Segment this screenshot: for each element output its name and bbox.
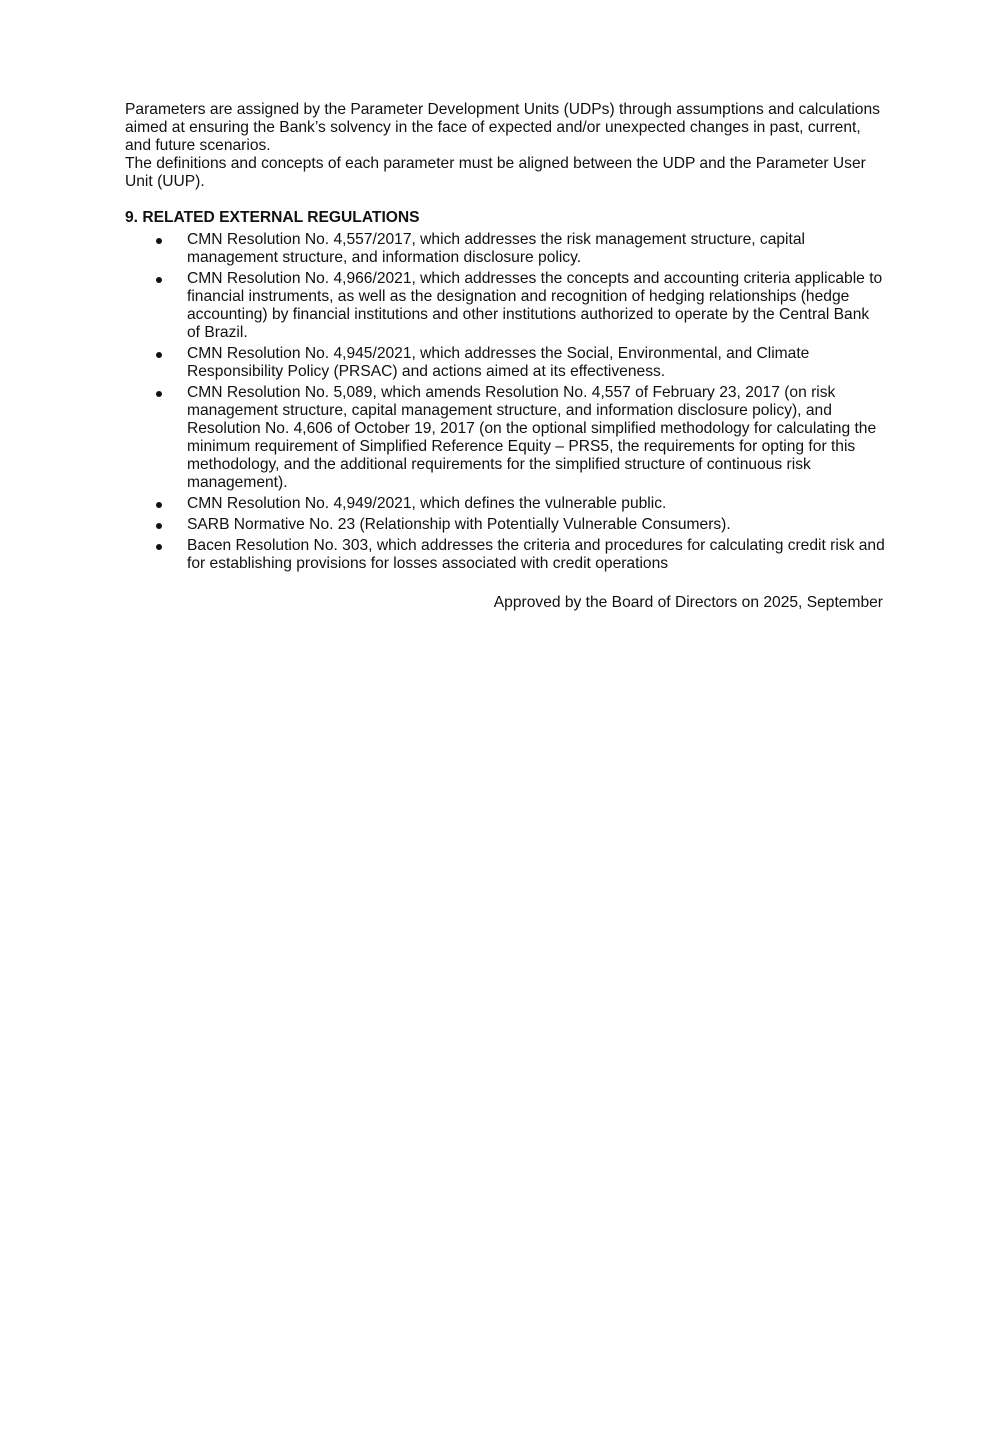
list-item-text: SARB Normative No. 23 (Relationship with Potentially Vulnerable Consumers). xyxy=(187,516,731,533)
document-page xyxy=(125,101,885,612)
section-heading: 9. RELATED EXTERNAL REGULATIONS xyxy=(125,209,420,226)
bullet-icon xyxy=(156,391,162,397)
list-item-text: CMN Resolution No. 4,557/2017, which addresses the risk management structure, capital management structure, and information disclosure policy. xyxy=(187,231,805,266)
bullet-icon xyxy=(156,352,162,358)
list-item-text: CMN Resolution No. 5,089, which amends Resolution No. 4,557 of February 23, 2017 (on risk management structure, capital management structure, and information disclosure policy), and Resolution No. 4,606 of October 19, 2017 (on the optional simplified methodology for calculating the minimum requirement of Simplified Reference Equity – PRS5, the requirements for opting for this methodology, and the additional requirements for the simplified structure of continuous risk management). xyxy=(187,384,877,491)
list-item xyxy=(125,345,885,381)
list-item xyxy=(125,270,885,342)
list-item-text: CMN Resolution No. 4,966/2021, which addresses the concepts and accounting criteria applicable to financial instruments, as well as the designation and recognition of hedging relationships (hedge accounting) by financial institutions and other institutions authorized to operate by the Central Bank of Brazil. xyxy=(187,270,883,341)
regulations-list xyxy=(125,231,885,573)
list-item xyxy=(125,384,885,492)
list-item-text: Bacen Resolution No. 303, which addresses the criteria and procedures for calculating credit risk and for establishing provisions for losses associated with credit operations xyxy=(187,537,885,572)
bullet-icon xyxy=(156,502,162,508)
bullet-icon xyxy=(156,277,162,283)
bullet-icon xyxy=(156,544,162,550)
bullet-icon xyxy=(156,238,162,244)
list-item xyxy=(125,495,885,513)
list-item xyxy=(125,231,885,267)
list-item xyxy=(125,516,885,534)
intro-paragraph-parameters: Parameters are assigned by the Parameter Development Units (UDPs) through assumptions and calculations aimed at ensuring the Bank’s solvency in the face of expected and/or unexpected changes in past, current, and future scenarios. xyxy=(125,101,880,154)
list-item-text: CMN Resolution No. 4,945/2021, which addresses the Social, Environmental, and Climate Responsibility Policy (PRSAC) and actions aimed at its effectiveness. xyxy=(187,345,810,380)
list-item-text: CMN Resolution No. 4,949/2021, which defines the vulnerable public. xyxy=(187,495,667,512)
approval-note: Approved by the Board of Directors on 2025, September xyxy=(493,594,883,611)
intro-paragraph-definitions: The definitions and concepts of each parameter must be aligned between the UDP and the Parameter User Unit (UUP). xyxy=(125,155,866,190)
list-item xyxy=(125,537,885,573)
bullet-icon xyxy=(156,523,162,529)
